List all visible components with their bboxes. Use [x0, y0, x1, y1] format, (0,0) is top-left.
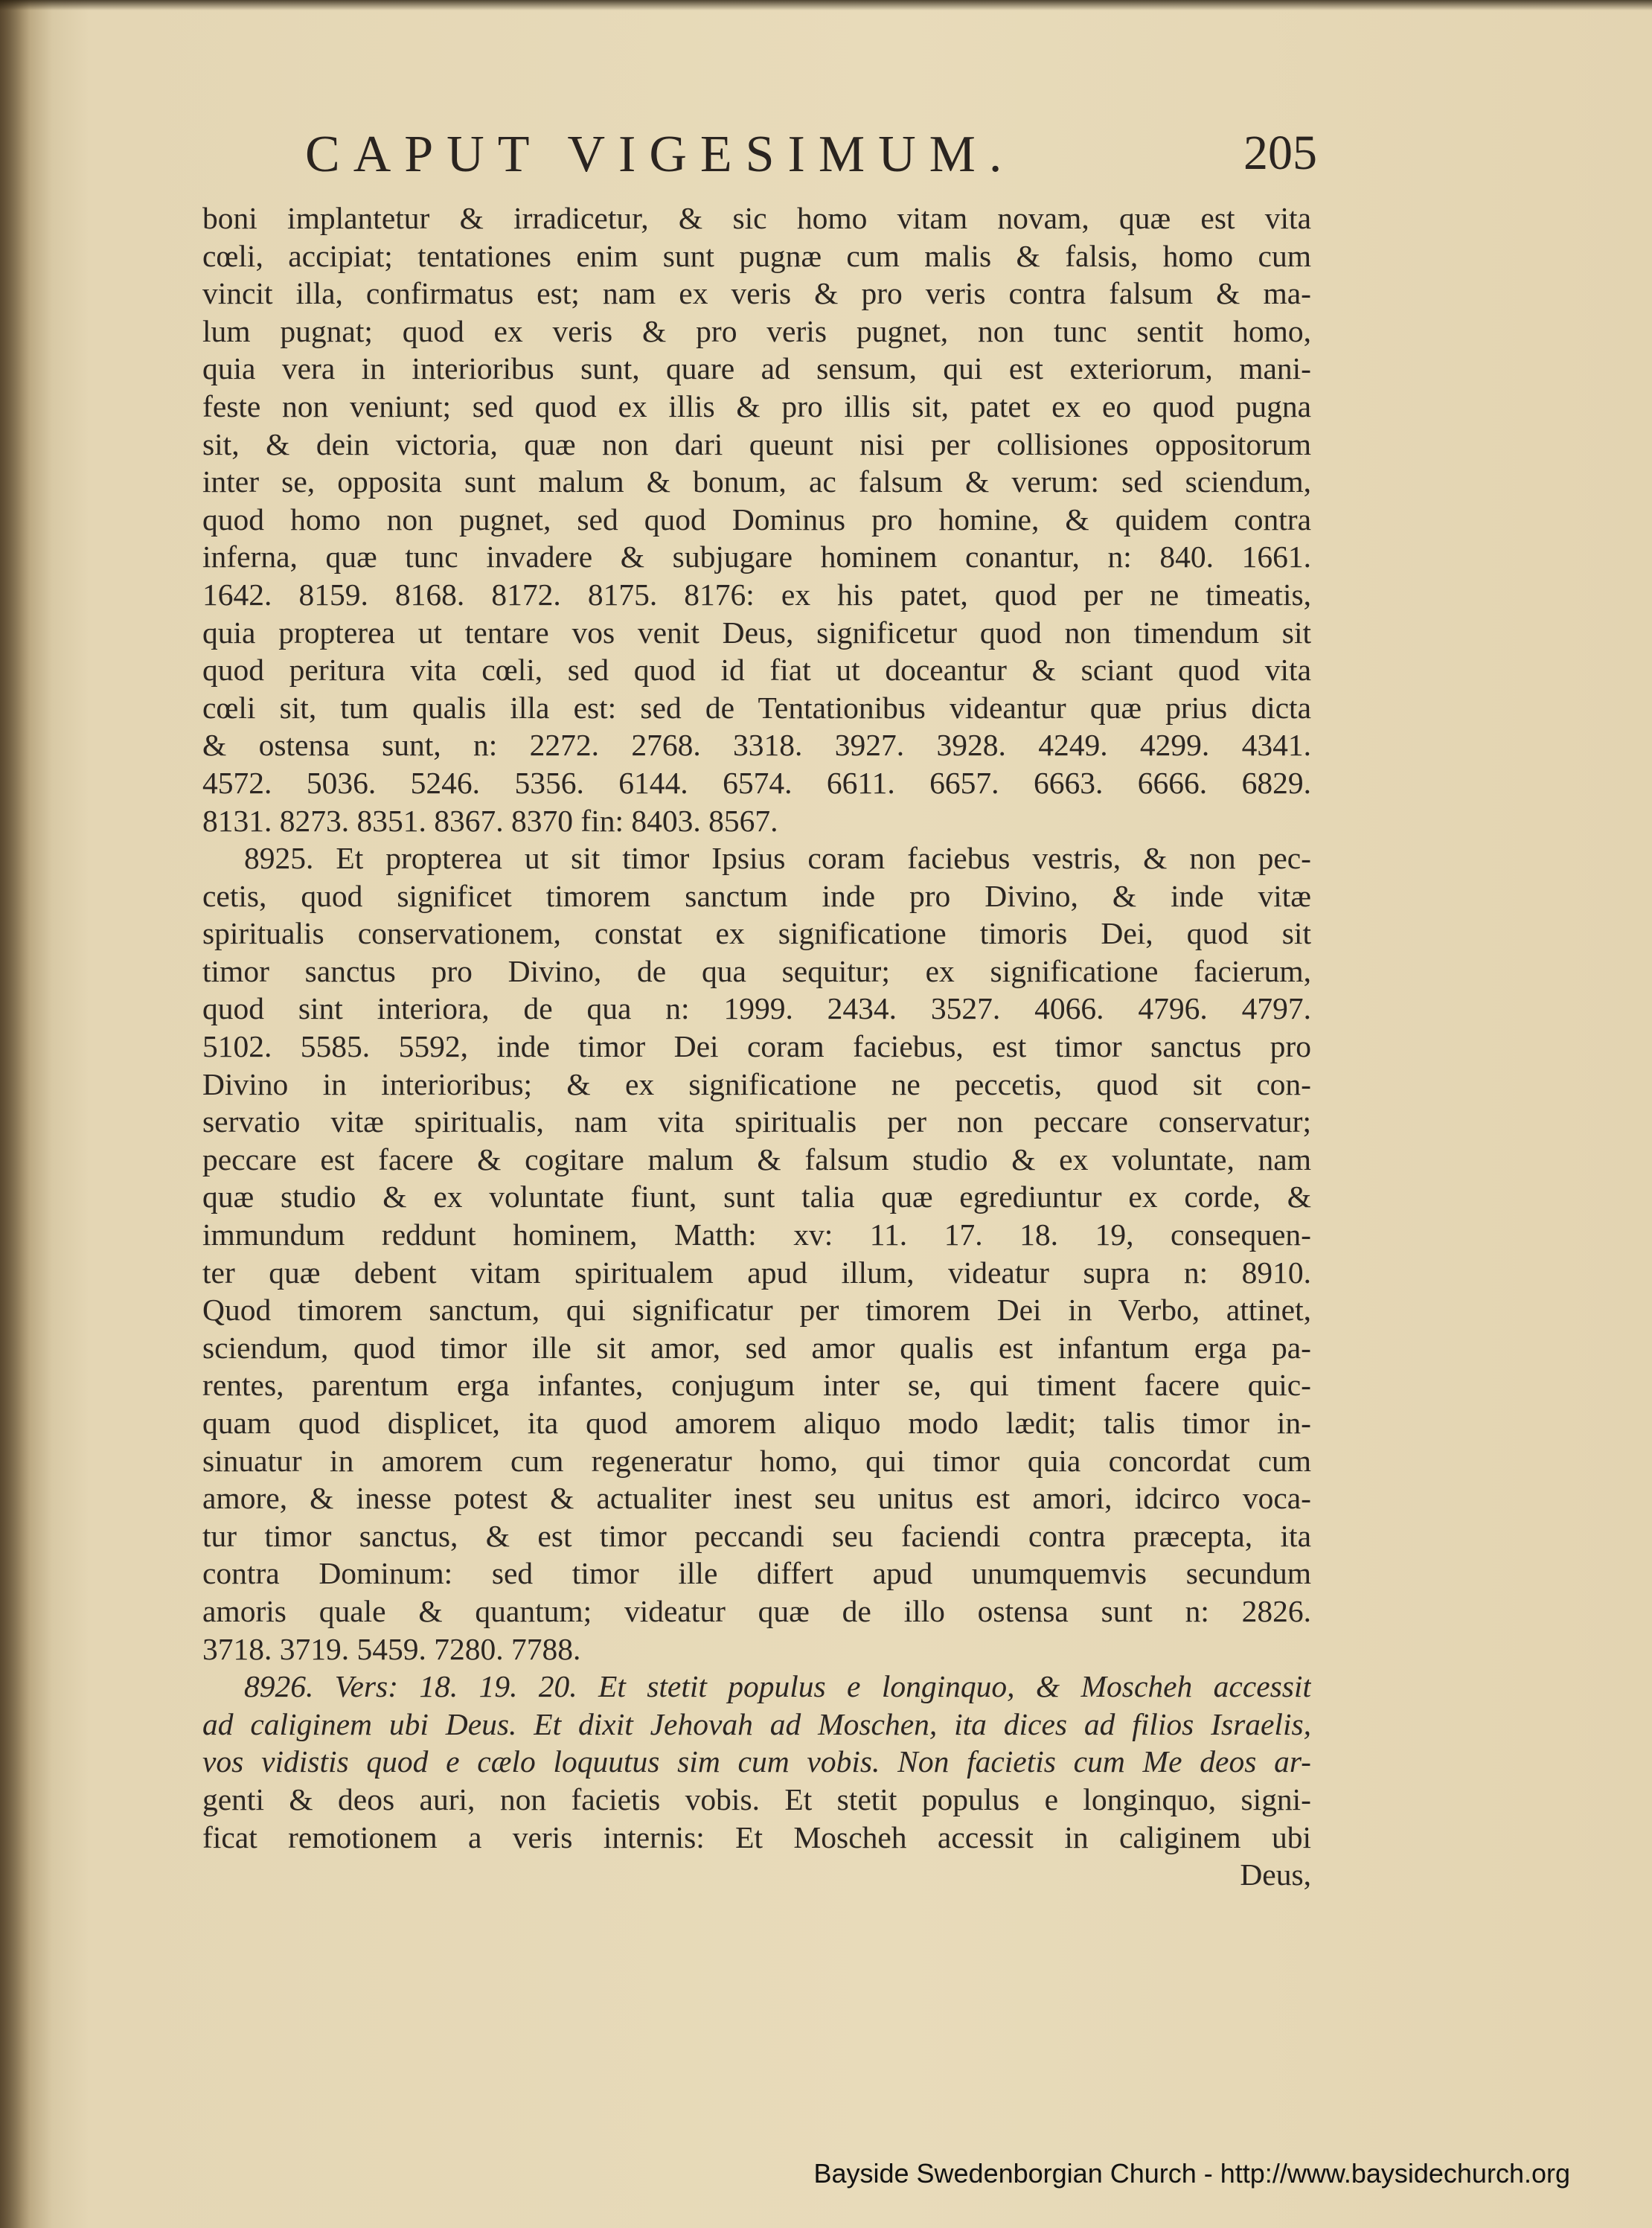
text-line: vos vidistis quod e cælo loquutus sim cum vobis. Non facietis cum Me deos ar-: [202, 1744, 1311, 1779]
running-head: CAPUT VIGESIMUM.: [305, 126, 1016, 183]
text-line: quod homo non pugnet, sed quod Dominus pro homine, & quidem contra: [202, 502, 1311, 537]
text-line: ad caliginem ubi Deus. Et dixit Jehovah ad Moschen, ita dices ad filios Israelis,: [202, 1706, 1311, 1741]
body-text: [202, 199, 1311, 1894]
text-line: cœli, accipiat; tentationes enim sunt pugnæ cum malis & falsis, homo cum: [202, 238, 1311, 273]
text-line: cœli sit, tum qualis illa est: sed de Tentationibus videantur quæ prius dicta: [202, 690, 1311, 725]
spine-shadow: [0, 0, 30, 2228]
text-line: immundum reddunt hominem, Matth: xv: 11. 17. 18. 19, consequen-: [202, 1217, 1311, 1252]
text-line: servatio vitæ spiritualis, nam vita spiritualis per non peccare conservatur;: [202, 1104, 1311, 1139]
text-line: quia propterea ut tentare vos venit Deus, significetur quod non timendum sit: [202, 615, 1311, 650]
text-line: sciendum, quod timor ille sit amor, sed amor qualis est infantum erga pa-: [202, 1330, 1311, 1365]
text-line: 1642. 8159. 8168. 8172. 8175. 8176: ex his patet, quod per ne timeatis,: [202, 577, 1311, 612]
text-line: sit, & dein victoria, quæ non dari queunt nisi per collisiones oppositorum: [202, 426, 1311, 461]
top-edge-shadow: [0, 0, 1652, 10]
text-line: cetis, quod significet timorem sanctum inde pro Divino, & inde vitæ: [202, 878, 1311, 913]
text-line: inferna, quæ tunc invadere & subjugare hominem conantur, n: 840. 1661.: [202, 540, 1311, 574]
text-line: inter se, opposita sunt malum & bonum, ac falsum & verum: sed sciendum,: [202, 464, 1311, 499]
text-line: quam quod displicet, ita quod amorem aliquo modo lædit; talis timor in-: [202, 1406, 1311, 1440]
text-line: quod sint interiora, de qua n: 1999. 2434. 3527. 4066. 4796. 4797.: [202, 991, 1311, 1026]
paragraph-start-8925: 8925. Et propterea ut sit timor Ipsius coram faciebus vestris, & non pec-: [244, 841, 1311, 876]
text-line: 5102. 5585. 5592, inde timor Dei coram faciebus, est timor sanctus pro: [202, 1029, 1311, 1064]
text-line: 4572. 5036. 5246. 5356. 6144. 6574. 6611. 6657. 6663. 6666. 6829.: [202, 765, 1311, 800]
text-line: quod peritura vita cœli, sed quod id fiat ut doceantur & sciant quod vita: [202, 653, 1311, 688]
text-line: Quod timorem sanctum, qui significatur per timorem Dei in Verbo, attinet,: [202, 1293, 1311, 1328]
text-line: vincit illa, confirmatus est; nam ex veris & pro veris contra falsum & ma-: [202, 276, 1311, 311]
text-line: amore, & inesse potest & actualiter inest seu unitus est amori, idcirco voca-: [202, 1481, 1311, 1516]
catchword: Deus,: [1240, 1857, 1311, 1892]
text-line: quia vera in interioribus sunt, quare ad sensum, qui est exteriorum, mani-: [202, 351, 1311, 386]
page-number: 205: [1243, 126, 1317, 180]
text-line: 3718. 3719. 5459. 7280. 7788.: [202, 1631, 581, 1666]
text-line: boni implantetur & irradicetur, & sic homo vitam novam, quæ est vita: [202, 201, 1311, 235]
page-header: [305, 125, 1317, 192]
text-line: lum pugnat; quod ex veris & pro veris pugnet, non tunc sentit homo,: [202, 313, 1311, 348]
text-line: quæ studio & ex voluntate fiunt, sunt talia quæ egrediuntur ex corde, &: [202, 1179, 1311, 1214]
text-line: feste non veniunt; sed quod ex illis & pro illis sit, patet ex eo quod pugna: [202, 388, 1311, 423]
text-line: Divino in interioribus; & ex significatione ne peccetis, quod sit con-: [202, 1066, 1311, 1101]
text-line: peccare est facere & cogitare malum & falsum studio & ex voluntate, nam: [202, 1142, 1311, 1177]
text-line: timor sanctus pro Divino, de qua sequitur; ex significatione facierum,: [202, 953, 1311, 988]
text-line: tur timor sanctus, & est timor peccandi seu faciendi contra præcepta, ita: [202, 1518, 1311, 1553]
text-line: genti & deos auri, non facietis vobis. Et stetit populus e longinquo, signi-: [202, 1782, 1311, 1816]
text-line: spiritualis conservationem, constat ex significatione timoris Dei, quod sit: [202, 916, 1311, 951]
text-line: contra Dominum: sed timor ille differt apud unumquemvis secundum: [202, 1556, 1311, 1591]
text-line: rentes, parentum erga infantes, conjugum inter se, qui timent facere quic-: [202, 1368, 1311, 1403]
source-watermark: Bayside Swedenborgian Church - http://www.baysidechurch.org: [813, 2158, 1570, 2189]
text-line: & ostensa sunt, n: 2272. 2768. 3318. 3927. 3928. 4249. 4299. 4341.: [202, 728, 1311, 763]
paragraph-start-8926: 8926. Vers: 18. 19. 20. Et stetit populus e longinquo, & Moscheh accessit: [244, 1669, 1311, 1704]
text-line: ter quæ debent vitam spiritualem apud illum, videatur supra n: 8910.: [202, 1255, 1311, 1290]
text-line: amoris quale & quantum; videatur quæ de illo ostensa sunt n: 2826.: [202, 1593, 1311, 1628]
text-line: sinuatur in amorem cum regeneratur homo, qui timor quia concordat cum: [202, 1443, 1311, 1478]
text-line: 8131. 8273. 8351. 8367. 8370 fin: 8403. 8567.: [202, 803, 778, 838]
text-line: ficat remotionem a veris internis: Et Moscheh accessit in caliginem ubi: [202, 1819, 1311, 1854]
